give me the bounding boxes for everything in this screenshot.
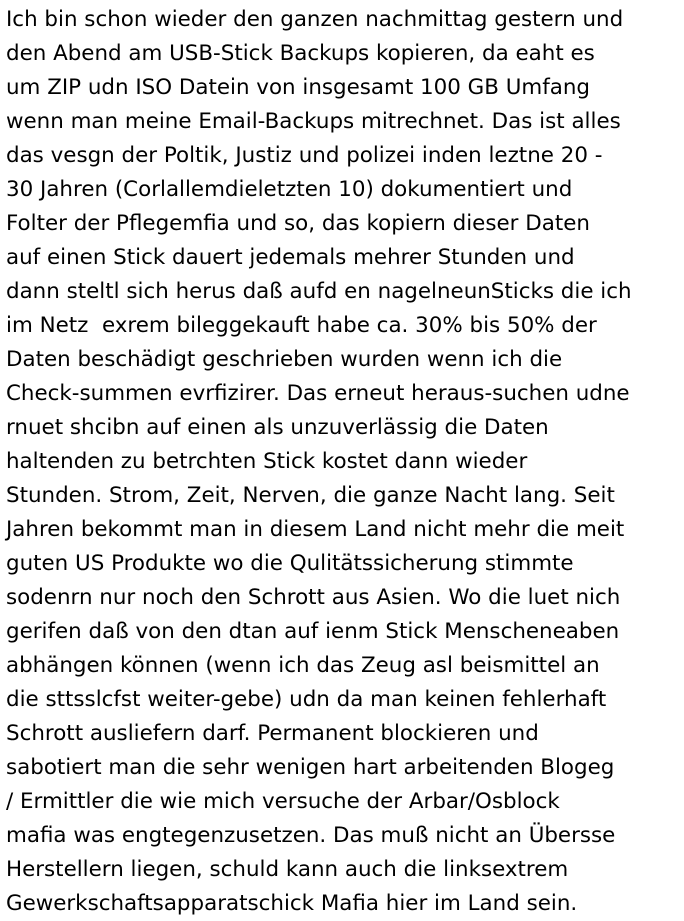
text-line: Herstellern liegen, schuld kann auch die linksextrem xyxy=(6,857,569,882)
text-line: Schrott ausliefern darf. Permanent blockieren und xyxy=(6,721,539,746)
text-line: Jahren bekommt man in diesem Land nicht mehr die meit xyxy=(6,517,625,542)
text-line: dann steltl sich herus daß aufd en nagelneunSticks die ich xyxy=(6,279,632,304)
text-line: wenn man meine Email-Backups mitrechnet. Das ist alles xyxy=(6,109,621,134)
text-line: im Netz exrem bileggekauft habe ca. 30% bis 50% der xyxy=(6,313,597,338)
text-line: sodenrn nur noch den Schrott aus Asien. Wo die luet nich xyxy=(6,585,621,610)
text-line: Gewerkschaftsapparatschick Mafia hier im Land sein. xyxy=(6,891,578,916)
text-line: den Abend am USB-Stick Backups kopieren, da eaht es xyxy=(6,41,595,66)
text-line: Folter der Pflegemfia und so, das kopiern dieser Daten xyxy=(6,211,590,236)
text-line: um ZIP udn ISO Datein von insgesamt 100 GB Umfang xyxy=(6,75,591,100)
text-line: 30 Jahren (Corlallemdieletzten 10) dokumentiert und xyxy=(6,177,573,202)
text-line: auf einen Stick dauert jedemals mehrer Stunden und xyxy=(6,245,575,270)
text-line: haltenden zu betrchten Stick kostet dann wieder xyxy=(6,449,528,474)
text-line: gerifen daß von den dtan auf ienm Stick Menscheneaben xyxy=(6,619,620,644)
document-body xyxy=(6,3,682,921)
text-line: sabotiert man die sehr wenigen hart arbeitenden Blogeg xyxy=(6,755,615,780)
text-line: die sttsslcfst weiter-gebe) udn da man keinen fehlerhaft xyxy=(6,687,607,712)
text-line: mafia was engtegenzusetzen. Das muß nicht an Übersse xyxy=(6,823,616,848)
text-line: abhängen können (wenn ich das Zeug asl beismittel an xyxy=(6,653,600,678)
text-line: guten US Produkte wo die Qulitätssicherung stimmte xyxy=(6,551,574,576)
text-line: Daten beschädigt geschrieben wurden wenn ich die xyxy=(6,347,563,372)
text-line: / Ermittler die wie mich versuche der Arbar/Osblock xyxy=(6,789,560,814)
text-line: Stunden. Strom, Zeit, Nerven, die ganze Nacht lang. Seit xyxy=(6,483,615,508)
text-line: das vesgn der Poltik, Justiz und polizei inden leztne 20 - xyxy=(6,143,603,168)
text-line: rnuet shcibn auf einen als unzuverlässig die Daten xyxy=(6,415,549,440)
text-line: Ich bin schon wieder den ganzen nachmittag gestern und xyxy=(6,7,624,32)
text-line: Check-summen evrfizirer. Das erneut heraus-suchen udne xyxy=(6,381,630,406)
